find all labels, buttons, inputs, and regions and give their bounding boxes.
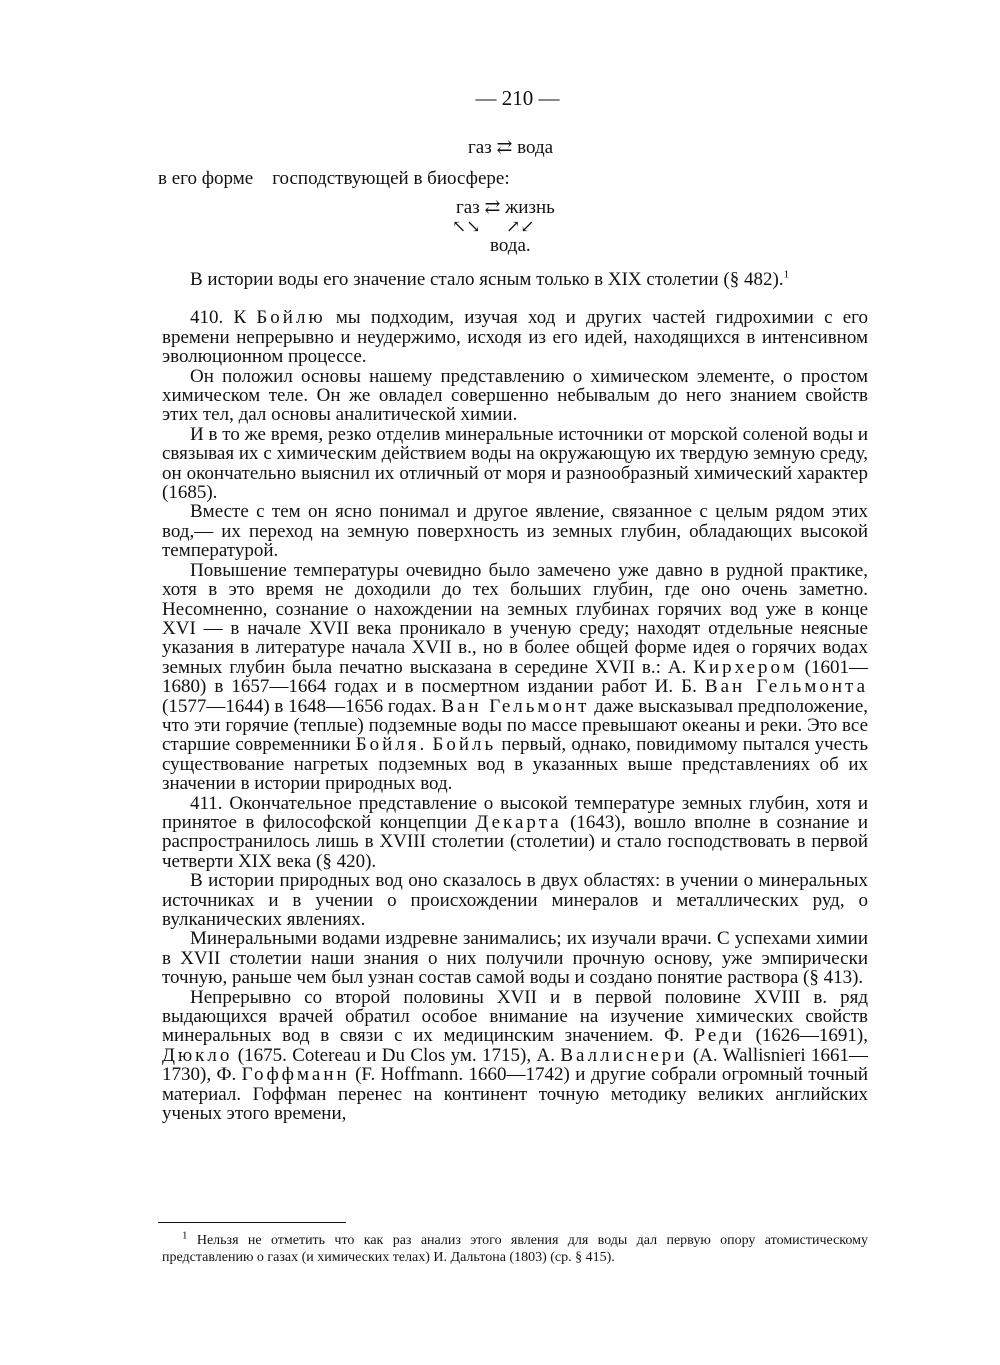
text-segment: Повышение температуры очевидно было замечено уже давно в рудной практике, хотя в это время не доходили до тех больших глубин, где оно очень заметно. Несомненно, сознание о нахождении на земных глубинах горячих вод уже в конце XVI — в начале XVII века проникало в ученую среду; находят отдельные неясные указания в литературе начала XVII в., но в более общей форме идея о горячих водах земных глубин была печатно высказана в середине XVII в.: А. xyxy=(162,559,868,678)
text-segment: (1577—1644) в 1648—1656 годах. xyxy=(162,695,437,717)
paragraph-deep-waters: Вместе с тем он ясно понимал и другое явление, связанное с целым рядом этих вод,— их переход на земную поверхность из земных глубин, обладающих высокой температурой. xyxy=(162,501,868,562)
name-redi: Реди xyxy=(694,1025,745,1047)
footnote xyxy=(162,1229,868,1266)
lead-paragraph xyxy=(162,270,868,289)
text-segment: первый, однако, повидимому пытался учесть существование нагретых подземных вод в указанных выше представлениях об их значении в истории природных вод. xyxy=(162,734,869,795)
paragraph-mineral-springs: И в то же время, резко отделив минеральные источники от морской соленой воды и связывая их с химическим действием воды на окружающую их твердую земную среду, он окончательно выяснил их отличный от моря и разнообразный химический характер (1685). xyxy=(162,423,868,504)
text-segment: даже высказывал предположение, что эти горячие (теплые) подземные воды по массе превышают океаны и реки. Это все старшие современники xyxy=(162,695,869,756)
name-duclos: Дюкло xyxy=(162,1044,233,1066)
paragraph-physicians xyxy=(162,988,868,1124)
scheme-gas-life-water xyxy=(438,198,588,255)
paragraph-410-text: мы подходим, изучая ход и других частей гидрохимии с его времени непрерывно и неудержимо, исходя из его идей, находящихся в интенсивном эволюционном процессе. xyxy=(162,307,868,368)
section-410-number: 410. К xyxy=(190,307,247,329)
paragraph-element: Он положил основы нашему представлению о химическом элементе, о простом химическом теле. Он же овладел совершенно небывалым до него знанием свойств этих тел, дал основы аналитической химии. xyxy=(162,365,868,426)
text-segment: (1675. Cotereau и Du Clos ум. 1715), А. xyxy=(237,1044,555,1066)
footnote-text: Нельзя не отметить что как раз анализ этого явления для воды дал первую опору атомистическому представлению о газах (и химических телах) И. Дальтона (1803) (ср. § 415). xyxy=(162,1233,868,1265)
text-segment: 411. Окончательное представление о высокой температуре земных глубин, хотя и принятое в философской концепции xyxy=(162,792,868,833)
text-segment: (1601—1680) в 1657—1664 годах и в посмертном издании работ И. Б. xyxy=(162,656,868,698)
paragraph-two-areas: В истории природных вод оно сказалось в двух областях: в учении о минеральных источниках и в учении о происхождении минералов и металлических руд, о вулканических явлениях. xyxy=(162,870,868,930)
name-boyle: Бойлю xyxy=(256,307,326,329)
text-segment: (A. Wallisnieri 1661—1730), Ф. xyxy=(162,1044,868,1086)
name-van-helmont-2: Ван Гельмонт xyxy=(441,695,590,717)
scheme-intro-line: в его форме господствующей в биосфере: xyxy=(158,168,510,189)
footnote-divider xyxy=(158,1222,346,1223)
footnote-ref: 1 xyxy=(783,268,790,281)
scheme-arrows: ↖↘ ↗↙ xyxy=(452,217,535,236)
paragraph-mineral-waters: Минеральными водами издревне занимались; их изучали врачи. С успехами химии в XVII столетии наши знания о них получили прочную основу, уже эмпирически точную, раньше чем был узнан состав самой воды и создано понятие раствора (§ 413). xyxy=(162,928,868,989)
scheme-line-1: газ ⇄ жизнь xyxy=(456,197,555,218)
page-number: — 210 — xyxy=(475,86,560,110)
name-boyle-2: Бойля. xyxy=(355,734,428,756)
text-segment: (1626—1691), xyxy=(755,1025,869,1047)
scheme-line-3: вода. xyxy=(490,235,531,256)
name-hoffmann: Гоффманн xyxy=(241,1064,350,1086)
lead-text: В истории воды его значение стало ясным только в XIX столетии (§ 482). xyxy=(190,269,784,290)
name-descartes: Декарта xyxy=(475,811,562,833)
text-segment: (F. Hoffmann. 1660—1742) и другие собрали огромный точный материал. Гоффман перенес на континент точную методику великих английских ученых этого времени, xyxy=(162,1064,869,1125)
paragraph-410 xyxy=(162,308,868,366)
text-segment: Непрерывно со второй половины XVII и в первой половине XVIII в. ряд выдающихся врачей обратил особое внимание на изучение химических свойств минеральных вод в связи с их медицинским значением. Ф. xyxy=(162,986,868,1047)
name-van-helmont: Ван Гельмонта xyxy=(704,676,868,698)
name-boyle-3: Бойль xyxy=(432,734,497,756)
footnote-mark: 1 xyxy=(182,1229,188,1242)
name-kircher: Кирхером xyxy=(693,656,798,678)
name-vallisneri: Валлиснери xyxy=(560,1044,688,1066)
main-text xyxy=(162,270,868,1123)
scheme-gas-water: газ ⇄ вода xyxy=(468,137,554,158)
paragraph-temperature xyxy=(162,561,868,794)
text-segment: (1643), вошло вполне в сознание и распространилось лишь в XVIII столетии (столетии) и стало господствовать в первой четверти XIX века (§ 420). xyxy=(162,811,869,872)
paragraph-411 xyxy=(162,794,868,872)
